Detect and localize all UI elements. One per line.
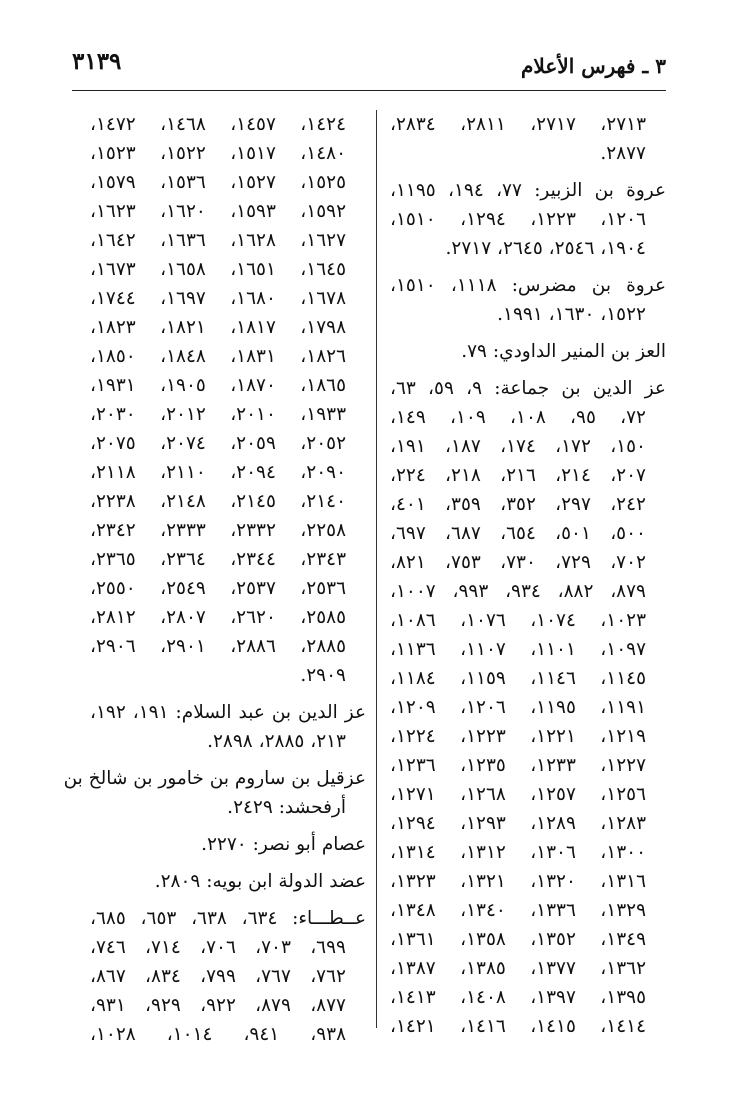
index-line: ١٣١٦، ١٣٢٠، ١٣٢١، ١٣٢٣، bbox=[390, 871, 647, 892]
index-line: ٨٧٧، ٨٧٩، ٩٢٢، ٩٢٩، ٩٣١، bbox=[90, 995, 346, 1016]
index-line: ١٥٢٢، ١٦٣٠، ١٩٩١. bbox=[497, 304, 646, 325]
index-line: ١٣٤٩، ١٣٥٢، ١٣٥٨، ١٣٦١، bbox=[390, 929, 647, 950]
index-line: ١٤٢٤، ١٤٥٧، ١٤٦٨، ١٤٧٢، bbox=[90, 114, 347, 135]
index-line: ٢٠٧، ٢١٤، ٢١٦، ٢١٨، ٢٢٤، bbox=[390, 465, 646, 486]
index-line: ٧٢، ٩٥، ١٠٨، ١٠٩، ١٤٩، bbox=[390, 407, 646, 428]
index-line: ١٥٠، ١٧٢، ١٧٤، ١٨٧، ١٩١، bbox=[390, 436, 646, 457]
index-line: ١٤١٤، ١٤١٥، ١٤١٦، ١٤٢١، bbox=[390, 1016, 647, 1037]
index-line: ٧٦٢، ٧٦٧، ٧٩٩، ٨٣٤، ٨٦٧، bbox=[90, 966, 346, 987]
index-line: ١٠٩٧، ١١٠١، ١١٠٧، ١١٣٦، bbox=[390, 639, 647, 660]
index-line: ١٣٠٠، ١٣٠٦، ١٣١٢، ١٣١٤، bbox=[390, 842, 647, 863]
index-line: ١١٤٥، ١١٤٦، ١١٥٩، ١١٨٤، bbox=[390, 668, 647, 689]
index-line: ١٩٣٣، ٢٠١٠، ٢٠١٢، ٢٠٣٠، bbox=[90, 404, 347, 425]
index-line: ١٦٢٧، ١٦٢٨، ١٦٣٦، ١٦٤٢، bbox=[90, 230, 347, 251]
index-line: ١٩٠٤، ٢٥٤٦، ٢٦٤٥، ٢٧١٧. bbox=[445, 238, 646, 259]
index-line: عز الدين بن جماعة: ٩، ٥٩، ٦٣، bbox=[390, 378, 666, 399]
index-line: عصام أبو نصر: ٢٢٧٠. bbox=[201, 834, 366, 855]
index-line: ٢١٣، ٢٨٨٥، ٢٨٩٨. bbox=[207, 731, 346, 752]
index-line: ٢٣٤٣، ٢٣٤٤، ٢٣٦٤، ٢٣٦٥، bbox=[90, 549, 347, 570]
index-line: عضد الدولة ابن بويه: ٢٨٠٩. bbox=[154, 871, 366, 892]
index-line: ١٢٠٦، ١٢٢٣، ١٢٩٤، ١٥١٠، bbox=[390, 209, 647, 230]
index-line: ٢٠٩٠، ٢٠٩٤، ٢١١٠، ٢١١٨، bbox=[90, 462, 347, 483]
index-line: عروة بن مضرس: ١١١٨، ١٥١٠، bbox=[390, 275, 666, 296]
index-line: ١٦٧٨، ١٦٨٠، ١٦٩٧، ١٧٤٤، bbox=[90, 288, 347, 309]
index-line: ١٠٢٣، ١٠٧٤، ١٠٧٦، ١٠٨٦، bbox=[390, 610, 647, 631]
index-line: ١٢٢٧، ١٢٣٣، ١٢٣٥، ١٢٣٦، bbox=[390, 755, 647, 776]
index-line: ٨٧٩، ٨٨٢، ٩٣٤، ٩٩٣، ١٠٠٧، bbox=[390, 581, 646, 602]
index-line: ١٥٢٥، ١٥٢٧، ١٥٣٦، ١٥٧٩، bbox=[90, 172, 347, 193]
index-line: ٢٥٣٦، ٢٥٣٧، ٢٥٤٩، ٢٥٥٠، bbox=[90, 578, 347, 599]
column-divider bbox=[376, 110, 377, 1028]
index-line: ٢٨٧٧. bbox=[600, 143, 646, 164]
index-line: ١٨٦٥، ١٨٧٠، ١٩٠٥، ١٩٣١، bbox=[90, 375, 347, 396]
header-title: ٣ ـ فهرس الأعلام bbox=[521, 54, 666, 78]
index-line: ١٢٨٣، ١٢٨٩، ١٢٩٣، ١٢٩٤، bbox=[390, 813, 647, 834]
index-line: العز بن المنير الداودي: ٧٩. bbox=[461, 341, 666, 362]
index-line: ١١٩١، ١١٩٥، ١٢٠٦، ١٢٠٩، bbox=[390, 697, 647, 718]
index-line: ١٧٩٨، ١٨١٧، ١٨٢١، ١٨٢٣، bbox=[90, 317, 347, 338]
index-line: ٧٠٢، ٧٢٩، ٧٣٠، ٧٥٣، ٨٢١، bbox=[390, 552, 646, 573]
index-line: ١٦٤٥، ١٦٥١، ١٦٥٨، ١٦٧٣، bbox=[90, 259, 347, 280]
index-line: ١٨٢٦، ١٨٣١، ١٨٤٨، ١٨٥٠، bbox=[90, 346, 347, 367]
index-line: ١٢١٩، ١٢٢١، ١٢٢٣، ١٢٢٤، bbox=[390, 726, 647, 747]
page-number: ٣١٣٩ bbox=[72, 48, 122, 75]
index-line: ٢٤٢، ٢٩٧، ٣٥٢، ٣٥٩، ٤٠١، bbox=[390, 494, 646, 515]
index-line: عز الدين بن عبد السلام: ١٩١، ١٩٢، bbox=[90, 702, 366, 723]
index-line: عروة بن الزبير: ٧٧، ١٩٤، ١١٩٥، bbox=[390, 180, 666, 201]
index-line: ٢١٤٠، ٢١٤٥، ٢١٤٨، ٢٢٣٨، bbox=[90, 491, 347, 512]
index-column-left bbox=[63, 110, 367, 1049]
index-column-right bbox=[390, 110, 666, 1041]
index-line: ١٣٦٢، ١٣٧٧، ١٣٨٥، ١٣٨٧، bbox=[390, 958, 647, 979]
index-line: عــطـــاء: ٦٣٤، ٦٣٨، ٦٥٣، ٦٨٥، bbox=[90, 908, 367, 929]
index-line: ١٢٥٦، ١٢٥٧، ١٢٦٨، ١٢٧١، bbox=[390, 784, 647, 805]
index-line: ١٥٩٢، ١٥٩٣، ١٦٢٠، ١٦٢٣، bbox=[90, 201, 347, 222]
index-line: ٢٠٥٢، ٢٠٥٩، ٢٠٧٤، ٢٠٧٥، bbox=[90, 433, 347, 454]
index-line: ٢٢٥٨، ٢٣٣٢، ٢٣٣٣، ٢٣٤٢، bbox=[90, 520, 347, 541]
page-header bbox=[72, 44, 666, 91]
index-line: ١٣٢٩، ١٣٣٦، ١٣٤٠، ١٣٤٨، bbox=[390, 900, 647, 921]
index-line: ٢٩٠٩. bbox=[300, 665, 346, 686]
index-line: عزقيل بن ساروم بن خامور بن شالخ بن bbox=[63, 768, 366, 789]
index-line: ١٤٨٠، ١٥١٧، ١٥٢٢، ١٥٢٣، bbox=[90, 143, 347, 164]
index-line: ٥٠٠، ٥٠١، ٦٥٤، ٦٨٧، ٦٩٧، bbox=[390, 523, 646, 544]
index-line: أرفحشد: ٢٤٢٩. bbox=[227, 797, 346, 818]
index-line: ٢٨٨٥، ٢٨٨٦، ٢٩٠١، ٢٩٠٦، bbox=[90, 636, 347, 657]
index-line: ٦٩٩، ٧٠٣، ٧٠٦، ٧١٤، ٧٤٦، bbox=[90, 937, 346, 958]
index-line: ٢٥٨٥، ٢٦٢٠، ٢٨٠٧، ٢٨١٢، bbox=[90, 607, 347, 628]
index-line: ٢٧١٣، ٢٧١٧، ٢٨١١، ٢٨٣٤، bbox=[390, 114, 647, 135]
index-line: ١٣٩٥، ١٣٩٧، ١٤٠٨، ١٤١٣، bbox=[390, 987, 647, 1008]
index-line: ٩٣٨، ٩٤١، ١٠١٤، ١٠٢٨، bbox=[90, 1024, 347, 1045]
